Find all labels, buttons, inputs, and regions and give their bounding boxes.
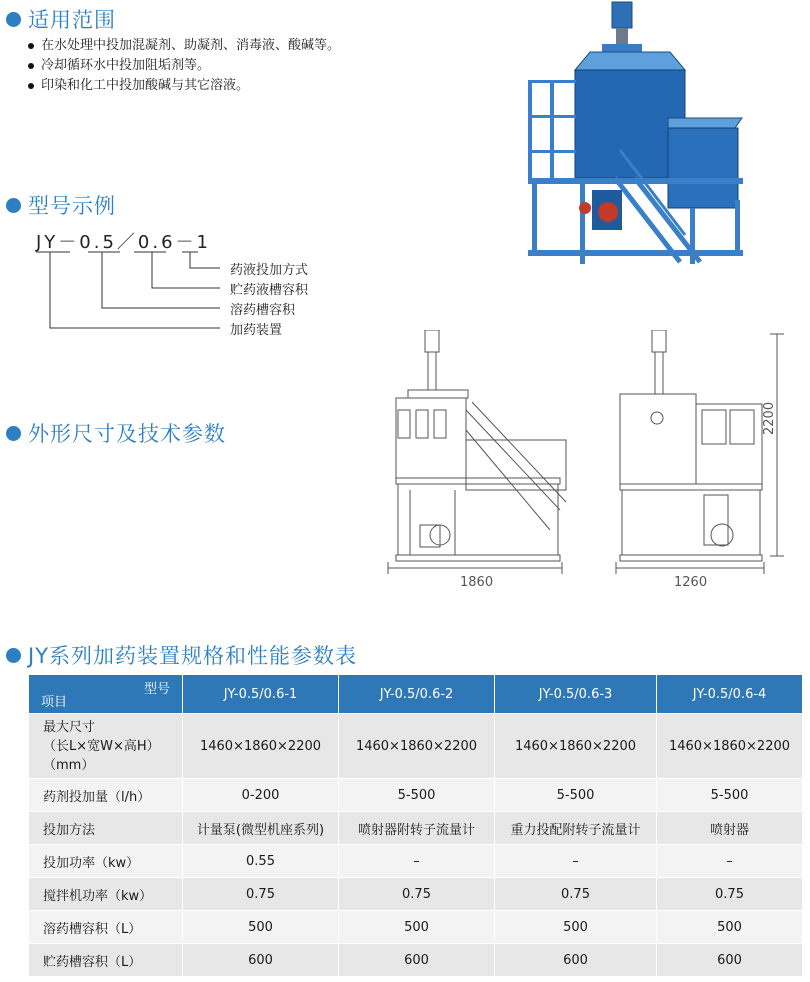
table-cell: 500: [495, 911, 657, 944]
table-cell: 600: [495, 944, 657, 977]
table-cell: 重力投配附转子流量计: [495, 812, 657, 845]
column-header: JY-0.5/0.6-2: [339, 675, 495, 714]
table-row: [29, 714, 803, 779]
legend-label: 药液投加方式: [230, 263, 309, 278]
table-row: [29, 878, 803, 911]
table-corner-cell: [29, 675, 183, 714]
table-cell: 500: [657, 911, 803, 944]
section-title-scope: [6, 4, 116, 34]
table-cell: 0.75: [183, 878, 339, 911]
row-label: 投加功率（kw）: [29, 845, 183, 878]
table-cell: 5-500: [339, 779, 495, 812]
table-cell: 喷射器: [657, 812, 803, 845]
column-header: JY-0.5/0.6-3: [495, 675, 657, 714]
table-cell: 1460×1860×2200: [495, 714, 657, 779]
section-title-dims: [6, 418, 226, 448]
table-row: [29, 779, 803, 812]
dimension-height: 2200: [762, 401, 777, 435]
table-cell: 500: [339, 911, 495, 944]
model-code: JY－0.5／0.6－1: [36, 232, 212, 253]
legend-label: 加药装置: [230, 323, 283, 338]
dimension-side: 1260: [674, 575, 708, 590]
row-label: 贮药槽容积（L）: [29, 944, 183, 977]
table-body: [29, 714, 803, 977]
table-cell: 0-200: [183, 779, 339, 812]
column-header: JY-0.5/0.6-4: [657, 675, 803, 714]
table-cell: 600: [657, 944, 803, 977]
front-view-drawing: [380, 330, 580, 592]
legend-label: 贮药液槽容积: [230, 283, 309, 298]
table-row: [29, 845, 803, 878]
table-row: [29, 944, 803, 977]
table-cell: 5-500: [657, 779, 803, 812]
table-header-row: [29, 675, 803, 714]
table-cell: –: [339, 845, 495, 878]
table-cell: 1460×1860×2200: [339, 714, 495, 779]
corner-top-label: 型号: [143, 682, 170, 697]
table-cell: 600: [183, 944, 339, 977]
row-label: 药剂投加量（l/h）: [29, 779, 183, 812]
bullet-dot-icon: [6, 426, 21, 441]
section-title-table: [6, 640, 357, 670]
table-cell: 500: [183, 911, 339, 944]
side-view-drawing: [612, 330, 792, 592]
table-cell: 5-500: [495, 779, 657, 812]
row-label: 溶药槽容积（L）: [29, 911, 183, 944]
list-item: 印染和化工中投加酸碱与其它溶液。: [24, 76, 340, 96]
table-row: [29, 911, 803, 944]
scope-title-text: 适用范围: [28, 8, 116, 32]
table-row: [29, 812, 803, 845]
bullet-dot-icon: [6, 12, 21, 27]
section-title-model: [6, 190, 116, 220]
bullet-dot-icon: [6, 648, 21, 663]
legend-label: 溶药槽容积: [230, 303, 296, 318]
dims-title-text: 外形尺寸及技术参数: [28, 422, 226, 446]
table-cell: 1460×1860×2200: [183, 714, 339, 779]
column-header: JY-0.5/0.6-1: [183, 675, 339, 714]
corner-bottom-label: 项目: [41, 695, 68, 710]
table-cell: 0.75: [339, 878, 495, 911]
row-label: 搅拌机功率（kw）: [29, 878, 183, 911]
row-label: 最大尺寸 （长L×宽W×高H） （mm）: [29, 714, 183, 779]
list-item: 冷却循环水中投加阻垢剂等。: [24, 56, 340, 76]
table-cell: –: [657, 845, 803, 878]
table-cell: 0.75: [495, 878, 657, 911]
dimension-front: 1860: [460, 575, 494, 590]
table-cell: 0.75: [657, 878, 803, 911]
equipment-photo: [520, 0, 760, 278]
model-title-text: 型号示例: [28, 194, 116, 218]
list-item: 在水处理中投加混凝剂、助凝剂、消毒液、酸碱等。: [24, 36, 340, 56]
table-cell: 计量泵(微型机座系列): [183, 812, 339, 845]
table-cell: –: [495, 845, 657, 878]
table-cell: 喷射器附转子流量计: [339, 812, 495, 845]
table-cell: 0.55: [183, 845, 339, 878]
scope-list: [24, 36, 340, 96]
spec-table: [28, 674, 803, 977]
bullet-dot-icon: [6, 198, 21, 213]
table-title-text: JY系列加药装置规格和性能参数表: [28, 644, 358, 668]
table-cell: 600: [339, 944, 495, 977]
row-label: 投加方法: [29, 812, 183, 845]
table-cell: 1460×1860×2200: [657, 714, 803, 779]
model-legend-lines: [30, 250, 230, 340]
